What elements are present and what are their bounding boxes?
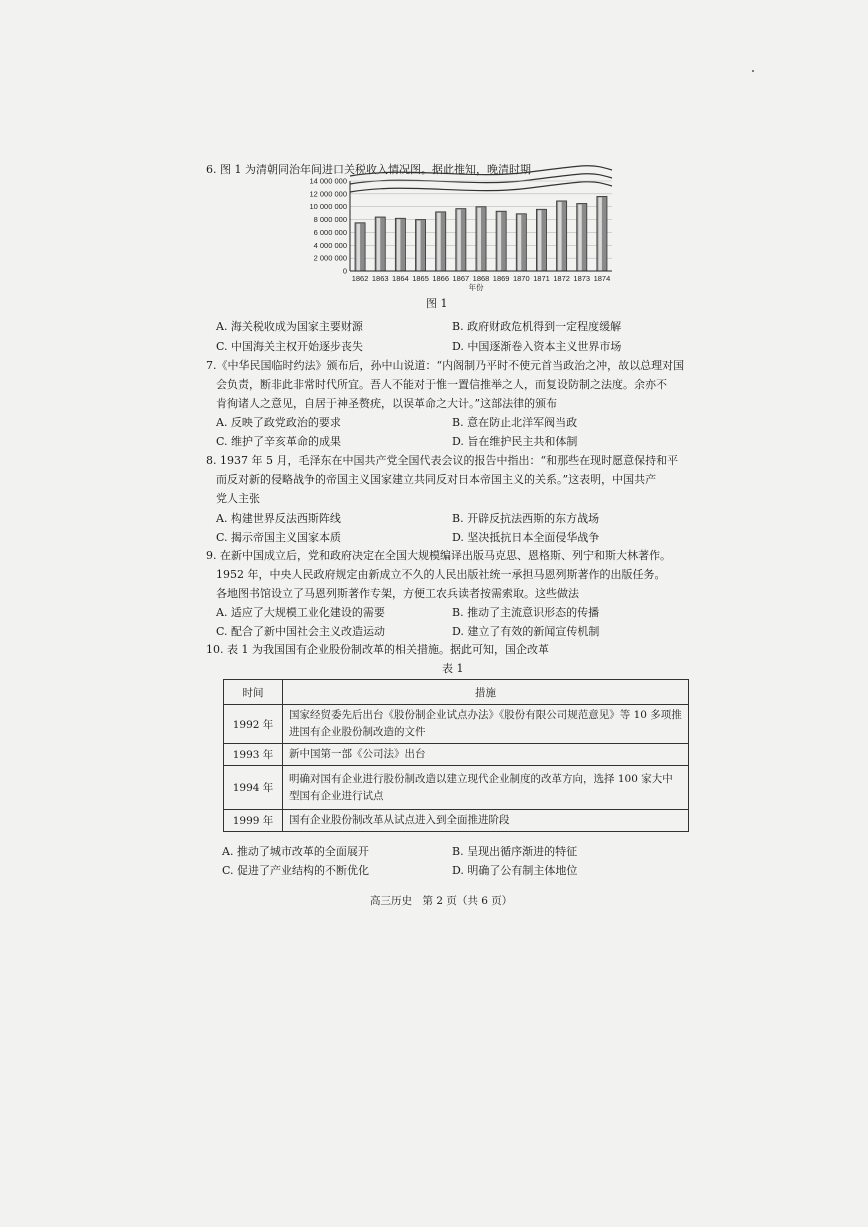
- wave-line: [350, 182, 612, 192]
- y-tick-label: 6 000 000: [313, 227, 347, 237]
- q8-line-1: 8. 1937 年 5 月，毛泽东在中国共产党全国代表会议的报告中指出：“和那些在现时愿意保持和平: [206, 454, 679, 467]
- wave-lines: [350, 166, 612, 192]
- header-measures: 措施: [283, 680, 689, 705]
- y-tick-label: 0: [342, 266, 347, 276]
- q10-option-c: C. 促进了产业结构的不断优化: [222, 864, 370, 877]
- x-tick-label: 1862: [351, 274, 369, 283]
- q9-option-a: A. 适应了大规模工业化建设的需要: [216, 606, 385, 619]
- q9-line-3: 各地图书馆设立了马恩列斯著作专架，方便工农兵读者按需索取。这些做法: [216, 587, 579, 600]
- q6-stem: 6. 图 1 为清朝同治年间进口关税收入情况图。据此推知，晚清时期: [206, 163, 531, 176]
- q7-line-2: 会负责，断非此非常时代所宜。吾人不能对于惟一置信推举之人，而复设防制之法度。余亦不: [216, 378, 667, 391]
- y-tick-label: 2 000 000: [313, 253, 347, 263]
- y-axis-ticks: [309, 177, 347, 276]
- table-row: [224, 810, 689, 832]
- q10-stem: 10. 表 1 为我国国有企业股份制改革的相关措施。据此可知，国企改革: [206, 643, 549, 656]
- q6-option-c: C. 中国海关主权开始逐步丧失: [216, 340, 364, 353]
- x-tick-label: 1863: [371, 274, 389, 283]
- row-measure: 新中国第一部《公司法》出台: [283, 744, 689, 766]
- q7-option-c: C. 维护了辛亥革命的成果: [216, 435, 342, 448]
- x-tick-label: 1873: [573, 274, 591, 283]
- q10-option-a: A. 推动了城市改革的全面展开: [222, 845, 369, 858]
- table-header-row: [224, 680, 689, 705]
- page-footer: 高三历史 第 2 页（共 6 页）: [370, 895, 513, 907]
- q8-option-b: B. 开辟反抗法西斯的东方战场: [452, 512, 600, 525]
- y-tick-label: 10 000 000: [309, 202, 347, 212]
- q8-option-c: C. 揭示帝国主义国家本质: [216, 531, 342, 544]
- q9-option-d: D. 建立了有效的新闻宣传机制: [452, 625, 600, 638]
- import-tariff-bar-chart: [300, 158, 620, 293]
- x-axis-label: 年份: [468, 283, 484, 292]
- q7-line-3: 肯徇诸人之意见，自居于神圣赘疣，以误革命之大计。”这部法律的颁布: [216, 397, 558, 410]
- q7-option-b: B. 意在防止北洋军阀当政: [452, 416, 578, 429]
- bar-highlight: [457, 210, 461, 271]
- q8-option-a: A. 构建世界反法西斯阵线: [216, 512, 341, 525]
- q10-option-d: D. 明确了公有制主体地位: [452, 864, 578, 877]
- x-axis-ticks: [352, 274, 611, 283]
- q7-option-d: D. 旨在维护民主共和体制: [452, 435, 578, 448]
- x-tick-label: 1870: [512, 274, 530, 283]
- row-year: 1994 年: [224, 766, 283, 810]
- q9-option-b: B. 推动了主流意识形态的传播: [452, 606, 600, 619]
- table-row: [224, 744, 689, 766]
- q9-line-1: 9. 在新中国成立后，党和政府决定在全国大规模编译出版马克思、恩格斯、列宁和斯大林著作。: [206, 549, 671, 562]
- table-row: [224, 705, 689, 744]
- figure-1-caption: 图 1: [426, 297, 448, 310]
- row-year: 1992 年: [224, 705, 283, 744]
- x-tick-label: 1869: [492, 274, 510, 283]
- q6-option-d: D. 中国逐渐卷入资本主义世界市场: [452, 340, 622, 353]
- reform-measures-table: [223, 679, 689, 832]
- x-tick-label: 1871: [533, 274, 550, 283]
- bar-highlight: [558, 202, 562, 271]
- bar-highlight: [538, 210, 542, 271]
- q8-line-2: 而反对新的侵略战争的帝国主义国家建立共同反对日本帝国主义的关系。”这表明，中国共产: [216, 473, 657, 486]
- x-tick-label: 1865: [412, 274, 429, 283]
- bar-highlight: [437, 213, 441, 271]
- bar-highlight: [377, 218, 381, 271]
- row-year: 1999 年: [224, 810, 283, 832]
- x-tick-label: 1872: [553, 274, 570, 283]
- x-tick-label: 1864: [392, 274, 409, 283]
- q8-option-d: D. 坚决抵抗日本全面侵华战争: [452, 531, 600, 544]
- row-measure: 明确对国有企业进行股份制改造以建立现代企业制度的改革方向，选择 100 家大中型国有企业进行试点: [283, 766, 689, 810]
- q9-line-2: 1952 年，中央人民政府规定由新成立不久的人民出版社统一承担马恩列斯著作的出版任务。: [216, 568, 666, 581]
- bar-highlight: [598, 197, 602, 271]
- x-tick-label: 1866: [432, 274, 450, 283]
- header-time: 时间: [224, 680, 283, 705]
- table-row: [224, 766, 689, 810]
- x-tick-label: 1868: [472, 274, 490, 283]
- x-tick-label: 1867: [452, 274, 470, 283]
- q8-line-3: 党人主张: [216, 492, 260, 505]
- q9-option-c: C. 配合了新中国社会主义改造运动: [216, 625, 386, 638]
- q7-option-a: A. 反映了政党政治的要求: [216, 416, 341, 429]
- bar-highlight: [518, 215, 522, 271]
- bars: [355, 196, 607, 271]
- q7-line-1: 7.《中华民国临时约法》颁布后，孙中山说道：“内阁制乃平时不使元首当政治之冲，故以总理对国: [206, 359, 685, 372]
- bar-highlight: [498, 212, 502, 271]
- bar-highlight: [417, 221, 421, 271]
- q6-option-b: B. 政府财政危机得到一定程度缓解: [452, 320, 622, 333]
- row-measure: 国家经贸委先后出台《股份制企业试点办法》《股份有限公司规范意见》等 10 多项推进国有企业股份制改造的文件: [283, 705, 689, 744]
- bar-highlight: [578, 205, 582, 272]
- x-tick-label: 1874: [593, 274, 611, 283]
- y-tick-label: 14 000 000: [309, 176, 347, 186]
- y-tick-label: 12 000 000: [309, 189, 347, 199]
- scan-speck: [752, 70, 754, 72]
- q6-option-a: A. 海关税收成为国家主要财源: [216, 320, 363, 333]
- y-tick-label: 8 000 000: [313, 215, 347, 225]
- y-tick-label: 4 000 000: [313, 240, 347, 250]
- row-measure: 国有企业股份制改革从试点进入到全面推进阶段: [283, 810, 689, 832]
- bar-highlight: [397, 219, 401, 271]
- q10-option-b: B. 呈现出循序渐进的特征: [452, 845, 578, 858]
- row-year: 1993 年: [224, 744, 283, 766]
- table-1-caption: 表 1: [442, 662, 464, 675]
- bar-highlight: [357, 224, 361, 271]
- bar-highlight: [477, 208, 481, 271]
